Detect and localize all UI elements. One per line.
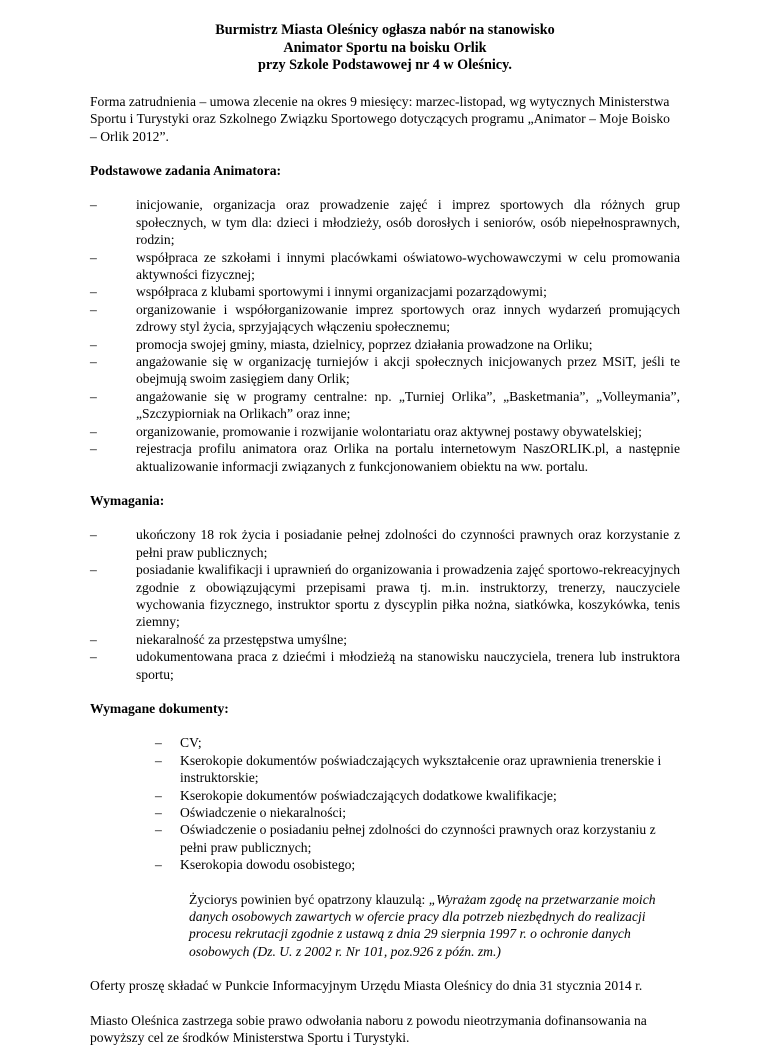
dash-bullet: –	[155, 822, 162, 838]
employment-form-paragraph: Forma zatrudnienia – umowa zlecenie na okres 9 miesięcy: marzec-listopad, wg wytycznych Ministerstwa Sportu i Turystyki oraz Szkolnego Związku Sportowego dotyczących programu „Animator – Moje Boisko – Orlik 2012”.	[90, 93, 670, 144]
dash-bullet: –	[90, 527, 97, 543]
dash-bullet: –	[90, 423, 97, 439]
title-line-1: Burmistrz Miasta Oleśnicy ogłasza nabór na stanowisko	[215, 22, 555, 38]
dash-bullet: –	[90, 354, 97, 370]
tasks-list	[90, 196, 680, 475]
requirements-heading: Wymagania:	[90, 492, 165, 508]
list-item: – organizowanie, promowanie i rozwijanie wolontariatu oraz aktywnej postawy obywatelskiej;	[90, 423, 642, 439]
dash-bullet: –	[90, 336, 97, 352]
dash-bullet: –	[90, 562, 97, 578]
title-line-2: Animator Sportu na boisku Orlik	[283, 39, 487, 56]
list-item: – ukończony 18 rok życia i posiadanie pełnej zdolności do czynności prawnych oraz korzystanie z pełni praw publicznych;	[90, 527, 680, 560]
dash-bullet: –	[155, 805, 162, 820]
dash-bullet: –	[90, 631, 97, 647]
reservation-paragraph: Miasto Oleśnica zastrzega sobie prawo odwołania naboru z powodu nieotrzymania dofinansowania na powyższy cel ze środków Ministerstwa Sportu i Turystyki.	[90, 1012, 647, 1046]
dash-bullet: –	[155, 787, 162, 803]
list-item: – CV;	[155, 735, 202, 751]
list-item: – angażowanie się w organizację turniejów i akcji społecznych inicjowanych przez MSiT, jeśli te obejmują swoim zasięgiem dany Orlik;	[90, 354, 680, 387]
tasks-heading: Podstawowe zadania Animatora:	[90, 163, 282, 178]
list-item: – udokumentowana praca z dziećmi i młodzieżą na stanowisku nauczyciela, trenera lub instruktora sportu;	[90, 649, 680, 682]
cv-clause-note	[189, 891, 680, 961]
dash-bullet: –	[90, 441, 97, 457]
list-item: – promocja swojej gminy, miasta, dzielnicy, poprzez działania prowadzone na Orliku;	[90, 336, 593, 352]
dash-bullet: –	[90, 197, 97, 213]
list-item: – Kserokopie dokumentów poświadczających dodatkowe kwalifikacje;	[155, 787, 557, 803]
dash-bullet: –	[90, 249, 97, 265]
dash-bullet: –	[90, 388, 97, 404]
documents-list	[155, 734, 680, 873]
list-item: – Kserokopia dowodu osobistego;	[155, 857, 356, 873]
list-item: – współpraca z klubami sportowymi i innymi organizacjami pozarządowymi;	[90, 284, 547, 300]
cv-clause-text: „Wyrażam zgodę na przetwarzanie moich danych osobowych zawartych w ofercie pracy dla potrzeb niezbędnych do realizacji procesu rekrutacji zgodnie z ustawą z dnia 29 sierpnia 1997 r. o ochronie danych osobowych (Dz. U. z 2002 r. Nr 101, poz.926 z późn. zm.)	[189, 891, 656, 959]
list-item: – inicjowanie, organizacja oraz prowadzenie zajęć i imprez sportowych dla różnych grup społecznych, w tym dla: dzieci i młodzieży, osób dorosłych i seniorów, osób niepełnosprawnych, rodzin;	[90, 197, 680, 248]
cv-clause-lead: Życiorys powinien być opatrzony klauzulą:	[189, 891, 429, 907]
document-title	[90, 22, 680, 75]
offer-submission-paragraph: Oferty proszę składać w Punkcie Informacyjnym Urzędu Miasta Oleśnicy do dnia 31 stycznia 2014 r.	[90, 978, 643, 994]
dash-bullet: –	[90, 649, 97, 665]
list-item: – Oświadczenie o posiadaniu pełnej zdolności do czynności prawnych oraz korzystaniu z pełni praw publicznych;	[155, 822, 656, 855]
list-item: – angażowanie się w programy centralne: np. „Turniej Orlika”, „Basketmania”, „Volleymania”, „Szczypiorniak na Orlikach” oraz inne;	[90, 388, 680, 422]
list-item: – Oświadczenie o niekaralności;	[155, 805, 347, 820]
dash-bullet: –	[90, 301, 97, 317]
dash-bullet: –	[155, 735, 162, 751]
dash-bullet: –	[90, 284, 97, 300]
list-item: – organizowanie i współorganizowanie imprez sportowych oraz innych wydarzeń promujących zdrowy styl życia, sprzyjających włączeniu społecznemu;	[90, 301, 680, 335]
documents-heading: Wymagane dokumenty:	[90, 700, 229, 716]
list-item: – współpraca ze szkołami i innymi placówkami oświatowo-wychowawczymi w celu promowania aktywności fizycznej;	[90, 249, 680, 283]
dash-bullet: –	[155, 857, 162, 873]
requirements-list	[90, 526, 680, 683]
list-item: – Kserokopie dokumentów poświadczających wykształcenie oraz uprawnienia trenerskie i instruktorskie;	[155, 752, 662, 786]
list-item: – rejestracja profilu animatora oraz Orlika na portalu internetowym NaszORLIK.pl, a następnie aktualizowanie informacji związanych z funkcjonowaniem obiektu na ww. portalu.	[90, 441, 680, 474]
list-item: – niekaralność za przestępstwa umyślne;	[90, 631, 348, 647]
document-page	[90, 22, 680, 1046]
dash-bullet: –	[155, 752, 162, 768]
list-item: – posiadanie kwalifikacji i uprawnień do organizowania i prowadzenia zajęć sportowo-rekreacyjnych zgodnie z obowiązującymi przepisami prawa tj. m.in. instruktorzy, trenerzy, nauczyciele wychowania fizycznego, instruktor sportu z dyscyplin piłka nożna, siatkówka, koszykówka, tenis ziemny;	[90, 562, 680, 630]
title-line-3: przy Szkole Podstawowej nr 4 w Oleśnicy.	[258, 57, 512, 74]
